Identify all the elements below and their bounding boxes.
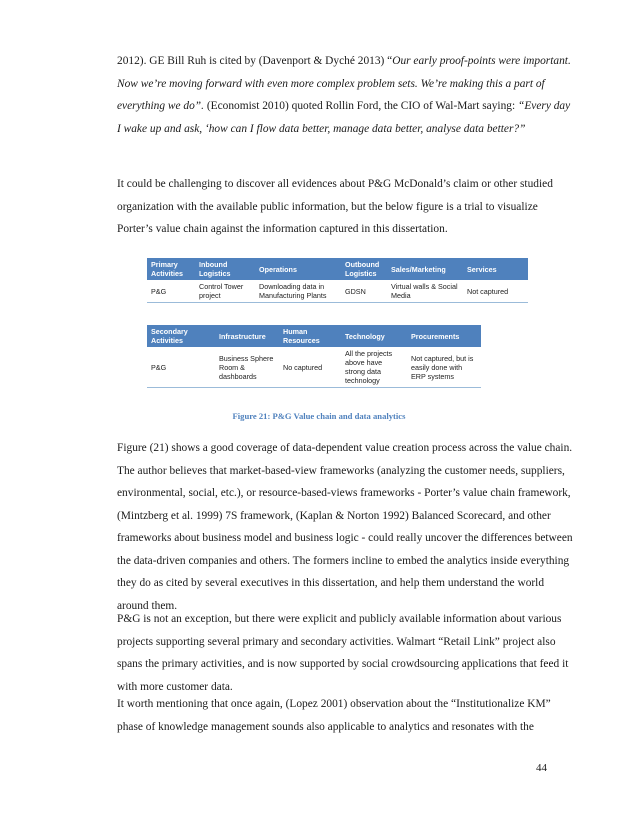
secondary-activities-table	[147, 325, 481, 388]
text-line	[117, 118, 587, 141]
primary-cell-services: Not captured	[463, 280, 528, 303]
table-row	[147, 280, 528, 303]
secondary-header-technology: Technology	[341, 325, 407, 347]
secondary-header-activities: Secondary Activities	[147, 325, 215, 347]
primary-header-outbound: Outbound Logistics	[341, 258, 387, 280]
quote-text: Our early proof-points were important.	[392, 55, 571, 67]
text-line: P&G is not an exception, but there were explicit and publicly available information about various	[117, 613, 562, 625]
primary-header-operations: Operations	[255, 258, 341, 280]
text-line	[117, 95, 587, 118]
paragraph-lopez	[117, 693, 587, 738]
primary-table-header-row	[147, 258, 528, 280]
text-line: environmental, social, etc.), or resource-based-views frameworks - Porter’s value chain framework,	[117, 487, 571, 499]
text-line: they do as cited by several executives in this dissertation, and help them understand the world	[117, 577, 545, 589]
text-line: projects supporting several primary and secondary activities. Walmart “Retail Link” project also	[117, 635, 556, 648]
secondary-cell-hr: No captured	[279, 347, 341, 388]
secondary-cell-procurements: Not captured, but is easily done with ERP systems	[407, 347, 481, 388]
secondary-table-header-row	[147, 325, 481, 347]
text-line: frameworks about business model and business logic - could really uncover the differences between	[117, 532, 573, 544]
text-line: the data-driven companies and others. The formers incline to embed the analytics inside everything	[117, 554, 570, 567]
paragraph-analysis	[117, 437, 587, 617]
secondary-header-hr: Human Resources	[279, 325, 341, 347]
paragraph-intro	[117, 173, 587, 241]
text-line: organization with the available public information, but the below figure is a trial to visualize	[117, 200, 538, 213]
secondary-cell-infrastructure: Business Sphere Room & dashboards	[215, 347, 279, 388]
figure-caption: Figure 21: P&G Value chain and data analytics	[232, 411, 406, 421]
text-line: It could be challenging to discover all evidences about P&G McDonald’s claim or other studied	[117, 178, 553, 190]
page-number: 44	[536, 762, 547, 774]
primary-header-services: Services	[463, 258, 528, 280]
text-line	[117, 73, 587, 96]
citation-text: (Economist 2010) quoted Rollin Ford, the CIO of Wal-Mart saying:	[204, 100, 518, 112]
secondary-header-infrastructure: Infrastructure	[215, 325, 279, 347]
text-line: Porter’s value chain against the information captured in this dissertation.	[117, 223, 448, 235]
quote-text: I wake up and ask, ‘how can I flow data better, manage data better, analyse data better?”	[117, 122, 526, 135]
primary-header-inbound: Inbound Logistics	[195, 258, 255, 280]
primary-cell-sales: Virtual walls & Social Media	[387, 280, 463, 303]
secondary-cell-technology: All the projects above have strong data technology	[341, 347, 407, 388]
paragraph-quotes	[117, 50, 587, 140]
text-line: phase of knowledge management sounds also applicable to analytics and resonates with the	[117, 720, 534, 733]
text-line: (Mintzberg et al. 1999) 7S framework, (Kaplan & Norton 1992) Balanced Scorecard, and other	[117, 509, 551, 522]
primary-cell-outbound: GDSN	[341, 280, 387, 303]
primary-activities-table	[147, 258, 528, 303]
paragraph-pg-walmart	[117, 608, 587, 698]
quote-text: “Every day	[517, 100, 571, 112]
primary-header-sales: Sales/Marketing	[387, 258, 463, 280]
quote-text: everything we do”.	[117, 100, 204, 112]
primary-cell-company: P&G	[147, 280, 195, 303]
text-line: The author believes that market-based-view frameworks (analyzing the customer needs, suppliers,	[117, 464, 565, 477]
text-line: spans the primary activities, and is now supported by social crowdsourcing applications that feed it	[117, 658, 569, 670]
text-line: around them.	[117, 599, 178, 612]
secondary-header-procurements: Procurements	[407, 325, 481, 347]
text-line: with more customer data.	[117, 680, 233, 693]
secondary-cell-company: P&G	[147, 347, 215, 388]
primary-header-activities: Primary Activities	[147, 258, 195, 280]
text-line: Figure (21) shows a good coverage of data-dependent value creation process across the value chain.	[117, 442, 573, 454]
primary-cell-operations: Downloading data in Manufacturing Plants	[255, 280, 341, 303]
text-line: It worth mentioning that once again, (Lopez 2001) observation about the “Institutionalize KM”	[117, 698, 551, 710]
primary-cell-inbound: Control Tower project	[195, 280, 255, 303]
table-row	[147, 347, 481, 388]
citation-text: 2012). GE Bill Ruh is cited by (Davenport & Dyché 2013) “	[117, 55, 393, 67]
text-line	[117, 50, 587, 73]
quote-text: Now we’re moving forward with even more complex problem sets. We’re making this a part of	[117, 77, 545, 90]
